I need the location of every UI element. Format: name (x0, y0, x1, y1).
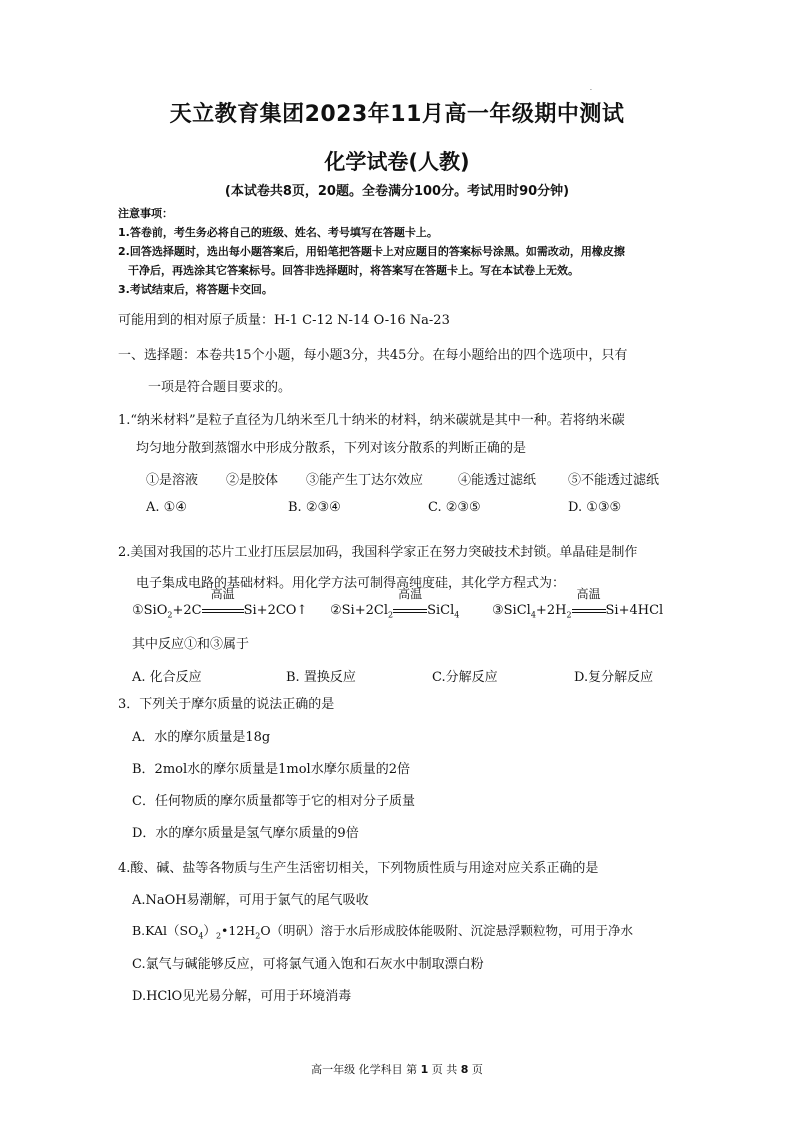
section1-heading: 一、选择题：本卷共15个小题，每小题3分，共45分。在每小题给出的四个选项中，只有 (118, 348, 628, 363)
q3-stem: 3．下列关于摩尔质量的说法正确的是 (118, 697, 335, 712)
page-total: 8 (460, 1063, 469, 1076)
q1-statement: ②是胶体 (226, 473, 279, 488)
q1-stem-cont: 均匀地分散到蒸馏水中形成分散系，下列对该分散系的判断正确的是 (136, 441, 527, 456)
q1-option-c: C. ②③⑤ (428, 500, 481, 515)
q3-option-b: B．2mol水的摩尔质量是1mol水摩尔质量的2倍 (132, 762, 410, 777)
notes-item: 3.考试结束后，将答题卡交回。 (118, 283, 273, 296)
q4-option-b: $B.KAl(SO_4)_2•12H_2O$（明矾）溶于水后形成胶体能吸附、沉淀悬浮颗粒物，可用于净水 (132, 923, 634, 941)
q2-option-b: B. 置换反应 (286, 670, 356, 685)
reaction-condition: 高温 (210, 587, 235, 601)
q1-option-a: A. ①④ (146, 500, 187, 515)
scan-mark: · (590, 87, 592, 94)
q3-option-a: A．水的摩尔质量是18g (132, 730, 271, 745)
notes-heading: 注意事项： (118, 207, 173, 220)
reaction-condition: 高温 (398, 587, 423, 601)
q2-option-c: C.分解反应 (432, 670, 498, 685)
q2-question: 其中反应①和③属于 (132, 637, 250, 652)
q2-equation-3: $③SiCl_4+2H_2$ 高温 Si+4HCl (492, 587, 664, 620)
q4-option-c: C.氯气与碱能够反应，可将氯气通入饱和石灰水中制取漂白粉 (132, 957, 484, 972)
q3-option-d: D．水的摩尔质量是氢气摩尔质量的9倍 (132, 826, 359, 841)
q2-equation-1: ①SiO$_2$+2C 高温 Si+2CO↑ (132, 587, 308, 620)
notes-item: 2.回答选择题时，选出每小题答案后，用铅笔把答题卡上对应题目的答案标号涂黑。如需改动，用橡皮擦 (118, 245, 625, 258)
q2-option-a: A. 化合反应 (132, 670, 202, 685)
q4-option-d: D.HClO见光易分解，可用于环境消毒 (132, 989, 352, 1004)
notes-block (118, 204, 678, 299)
q1-option-b: B. ②③④ (288, 500, 341, 515)
q2-option-d: D.复分解反应 (574, 670, 654, 685)
section1-heading-cont: 一项是符合题目要求的。 (148, 380, 292, 395)
q1-statement: ④能透过滤纸 (458, 473, 537, 488)
q2-equation-2: $②Si+2Cl_2$ 高温 SiCl$_4$ (330, 587, 460, 620)
q1-statement: ③能产生丁达尔效应 (306, 473, 424, 488)
exam-title: 天立教育集团2023年11月高一年级期中测试 (169, 102, 625, 127)
q4-stem: 4.酸、碱、盐等各物质与生产生活密切相关，下列物质性质与用途对应关系正确的是 (118, 861, 599, 876)
page-footer: 高一年级 化学科目 第 1 页 共 8 页 (311, 1063, 483, 1076)
exam-info: (本试卷共8页，20题。全卷满分100分。考试用时90分钟) (224, 184, 570, 199)
reaction-condition: 高温 (576, 587, 601, 601)
q1-stem: 1.“纳米材料”是粒子直径为几纳米至几十纳米的材料，纳米碳就是其中一种。若将纳米碳 (118, 413, 625, 428)
atomic-masses: 可能用到的相对原子质量：H-1 C-12 N-14 O-16 Na-23 (118, 313, 450, 328)
q4-option-a: A.NaOH易潮解，可用于氯气的尾气吸收 (132, 893, 369, 908)
page-number: 1 (420, 1063, 429, 1076)
notes-item: 1.答卷前，考生务必将自己的班级、姓名、考号填写在答题卡上。 (118, 226, 438, 239)
q2-stem: 2.美国对我国的芯片工业打压层层加码，我国科学家正在努力突破技术封锁。单晶硅是制作 (118, 545, 638, 560)
q3-option-c: C．任何物质的摩尔质量都等于它的相对分子质量 (132, 794, 415, 809)
notes-item: 干净后，再选涂其它答案标号。回答非选择题时，将答案写在答题卡上。写在本试卷上无效。 (128, 264, 579, 277)
exam-subtitle: 化学试卷(人教) (324, 150, 470, 174)
q1-statement: ①是溶液 (146, 473, 199, 488)
q2-stem-cont: 电子集成电路的基础材料。用化学方法可制得高纯度硅，其化学方程式为： (136, 576, 566, 591)
q1-option-d: D. ①③⑤ (568, 500, 622, 515)
q1-statement: ⑤不能透过滤纸 (568, 473, 660, 488)
